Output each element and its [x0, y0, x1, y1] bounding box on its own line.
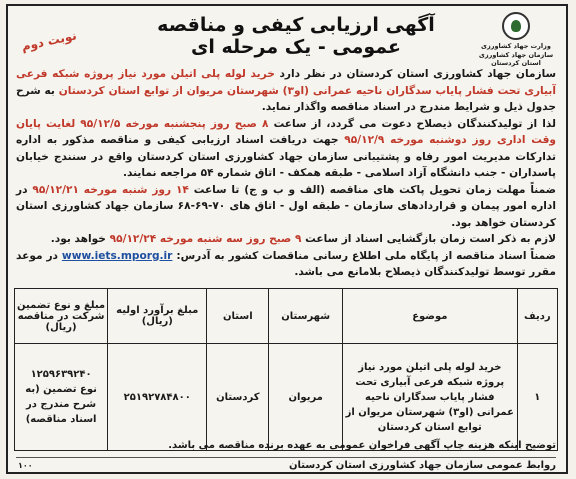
paragraph-website: ضمناً اسناد مناقصه از پایگاه ملی اطلاع رسانی مناقصات کشور به آدرس: www.iets.mporg.ir در موعد مقرر توسط تولیدکنندگان ذیصلاح بلامانع می باشد. — [16, 249, 556, 278]
cell-city: مریوان — [269, 344, 343, 451]
table-row — [15, 344, 558, 451]
tender-subject-highlight: خرید لوله پلی اتیلن مورد نیاز پروژه شبکه فرعی آبیاری تحت فشار پایاب سدگاران ناحیه عمرانی (او۳) شهرستان مریوان از توابع استان کردستان — [16, 68, 556, 97]
ministry-name: وزارت جهاد کشاورزی — [481, 42, 551, 50]
header-city: شهرستان — [269, 289, 343, 344]
organization-logo-block — [474, 12, 558, 67]
cell-row-number: ۱ — [517, 344, 557, 451]
tender-website-link[interactable]: www.iets.mporg.ir — [61, 249, 173, 262]
paragraph-documents: لذا از تولیدکنندگان ذیصلاح دعوت می گردد، از ساعت ۸ صبح روز پنجشنبه مورخه ۹۵/۱۲/۵ لغایت پایان وقت اداری روز دوشنبه مورخه ۹۵/۱۲/۹ جهت دریافت اسناد ارزیابی کیفی و مناقصه مذکور به اداره تدارکات مدیریت امور رفاه و پشتیبانی سازمان جهاد کشاورزی استان کردستان واقع در سنندج خیابان پاسداران - جنب دانشگاه آزاد اسلامی - طبقه همکف - اتاق شماره ۵۴ مراجعه نمایند. — [16, 117, 556, 179]
paragraph-intro: سازمان جهاد کشاورزی استان کردستان در نظر دارد خرید لوله پلی اتیلن مورد نیاز پروژه شبکه فرعی آبیاری تحت فشار پایاب سدگاران ناحیه عمرانی (او۳) شهرستان مریوان از توابع استان کردستان به شرح جدول ذیل و شرایط مندرج در اسناد مناقصه واگذار نماید. — [16, 68, 556, 113]
guarantee-amount: ۱۲۵۹۶۳۹۲۴۰ — [30, 369, 92, 380]
organization-name: سازمان جهاد کشاورزی استان کردستان — [478, 51, 554, 67]
notice-footer — [16, 457, 556, 474]
submission-deadline-highlight: ۱۴ روز شنبه مورخه ۹۵/۱۲/۲۱ — [32, 183, 189, 196]
second-round-badge: نوبت دوم — [20, 28, 78, 54]
header-province: استان — [207, 289, 269, 344]
cell-subject: خرید لوله پلی اتیلن مورد نیاز پروژه شبکه فرعی آبیاری تحت فشار پایاب سدگاران ناحیه عمرانی (او۳) شهرستان مریوان از توابع استان کردستان — [342, 344, 517, 451]
header-row-number: ردیف — [517, 289, 557, 344]
paragraph-submission: ضمناً مهلت زمان تحویل پاکت های مناقصه (الف و ب و ج) تا ساعت ۱۴ روز شنبه مورخه ۹۵/۱۲/۲۱ در اداره امور پیمان و قراردادهای سازمان - طبقه اول - اتاق های ۷۰-۶۹-۶۸ سازمان جهاد کشاورزی استان کردستان خواهد بود. — [16, 183, 556, 229]
notice-title: آگهی ارزیابی کیفی و مناقصه عمومی - یک مرحله ای — [157, 14, 435, 58]
ministry-emblem-icon — [502, 12, 530, 40]
printing-cost-note: توضیح اینکه هزینه چاپ آگهی فراخوان عمومی به عهده برنده مناقصه می باشد. — [168, 440, 556, 451]
header-guarantee: مبلغ و نوع تضمین شرکت در مناقصه (ریال) — [15, 289, 108, 344]
guarantee-type: نوع تضمین (به شرح مندرج در اسناد مناقصه) — [25, 384, 97, 425]
header-estimate: مبلغ برآورد اولیه (ریال) — [108, 289, 207, 344]
public-relations-signature: روابط عمومی سازمان جهاد کشاورزی استان کردستان — [288, 460, 556, 471]
notice-page — [6, 4, 568, 474]
cell-guarantee — [15, 344, 108, 451]
opening-time-highlight: ۹ صبح روز سه شنبه مورخه ۹۵/۱۲/۲۴ — [109, 233, 302, 245]
notice-body — [16, 66, 556, 281]
cell-province: کردستان — [207, 344, 269, 451]
document-period-highlight: ۸ صبح روز پنجشنبه مورخه ۹۵/۱۲/۵ لغایت پایان وقت اداری روز دوشنبه مورخه ۹۵/۱۲/۹ — [16, 117, 556, 146]
table-header-row — [15, 289, 558, 344]
notice-code: ۱۰۰ — [18, 461, 33, 470]
notice-header — [8, 6, 566, 67]
header-subject: موضوع — [342, 289, 517, 344]
paragraph-opening: لازم به ذکر است زمان بازگشایی اسناد از ساعت ۹ صبح روز سه شنبه مورخه ۹۵/۱۲/۲۴ خواهد بود. — [50, 233, 556, 245]
tender-table — [14, 288, 558, 451]
cell-estimate: ۲۵۱۹۲۷۸۴۸۰۰ — [108, 344, 207, 451]
